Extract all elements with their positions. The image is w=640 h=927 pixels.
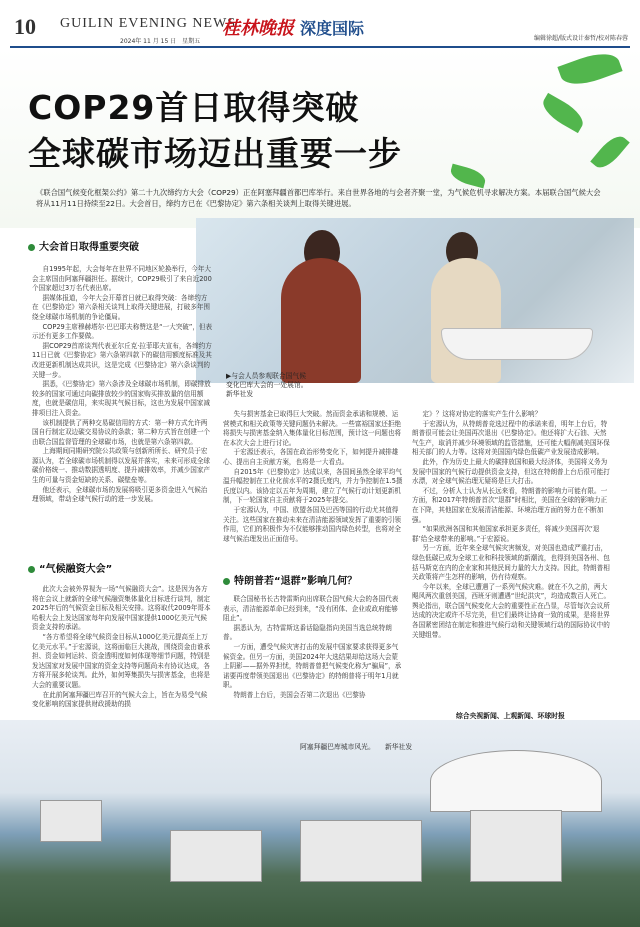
bullet-icon bbox=[28, 244, 35, 251]
building-shape bbox=[470, 810, 562, 882]
section-2-text: 此次大会被外界视为一场“气候融资大会”。这是因为各方将在会议上就新的全球气候融资集体量化目标进行谈判，制定2025年后的气候资金目标及相关安排。这将取代2009年哥本哈根大会上发达国家每年向发展中国家提供1000亿美元气候资金支持的承诺。 “各方希望将全球气候资金目标从1000亿美元提高至上万亿美元水平。”于宏源说，这将面临巨大挑战，围绕资金由谁承担、资金如何运转、资金透明度如何体现等细节问题，特别是发达国家对发展中国家的资金支持等问题尚未有协议达成，各方将开展多轮谈判。此外，如何筹集损失与损害基金，也将是大会的重要议题。 在此前阿塞拜疆巴库召开的气候大会上，旨在为易受气候变化影响的国家提供财政援助的损 bbox=[32, 585, 211, 709]
leaf-icon bbox=[590, 131, 630, 173]
subheading-3: 特朗普若“退群”影响几何？ bbox=[223, 572, 357, 587]
section-1-text: 自1995年起，大会每年在世界不同地区轮换举行，今年大会主席国由阿塞拜疆担任。据统计，COP29吸引了来自近200个国家超过3万名代表出席。 据媒体报道，今年大会开幕首日就已取得突破：各缔约方在《巴黎协定》第六条相关谈判上取得关键进展，打破多年围绕全球碳市场机制的争论僵局。 COP29主席穆赫塔尔·巴巴耶夫称赞这是“一大突破”，但表示还有更多工作要做。 据COP29首席谈判代表亚尔丘克·拉菲耶夫宣布，各缔约方11日已就《巴黎协定》第六条第四款下的碳信用额度标准及其改进更新机制达成共识，这是完成《巴黎协定》第六条谈判的关键一步。 据悉，《巴黎协定》第六条涉及全球碳市场机制，即碳排放较多的国家可通过向碳排放较少的国家购买排放量的信用额度，也就是碳信用，来实现其气候目标，这也为发展中国家减排项目注入资金。 该机制提供了两种交易碳信用的方式：第一种方式允许两国自行制定双边碳交易协议的条款；第二种方式旨在创建一个由联合国监督管理的全球碳市场，也就是第六条第四款。 上海期间同期研究院公共政策与创新所所长、研究员于宏源认为，若全球碳市场机制得以发展并落实，未来可形成全球碳价格统一、推动数据透明度、提升减排效率，并减少国家产生的可量与资金短缺的关系、碳壁垒等。 他还表示，全球碳市场的发展将吸引更多资金进入气候治理领域，带动全球气候行动的进一步发展。 bbox=[32, 265, 213, 504]
subheading-2: “气候融资大会” bbox=[28, 560, 112, 575]
building-shape bbox=[300, 820, 422, 882]
newspaper-logo: 桂林晚报 bbox=[222, 18, 294, 39]
paper-name: GUILIN EVENING NEWS bbox=[60, 16, 237, 31]
issue-date: 2024年 11 月 15 日 星期五 bbox=[120, 38, 201, 45]
column-2-text: 失与损害基金已取得巨大突破。然而资金承诺和规模、运营模式和相关政策等关键问题仍未解决。一些富裕国家还拒绝将损失与损害基金纳入集体量化目标范围，预计这一问题也将在本次大会上进行讨论。 于宏源还表示，各国在政治形势变化下，如何提升减排雄心、提出自主贡献方案，也将是一大看点。 自2015年《巴黎协定》达成以来，各国间虽然全球平均气温升幅控制在工业化前水平的2摄氏度内，并力争控制在1.5摄氏度以内。该协定以五年为周期，建立了气候行动计划更新机制，下一轮国家自主贡献将于2025年提交。 于宏源认为，中国、欧盟各国及巴西等国的行动尤其值得关注。这些国家在推动未来在清洁能源领域发挥了重要的引领作用，它们的积极作为不仅能够推动国内绿色转型，也将对全球气候治理发出正面信号。 bbox=[223, 410, 403, 543]
leaf-icon bbox=[538, 93, 588, 133]
article-source: 综合央视新闻、上观新闻、环球时报 bbox=[456, 712, 565, 720]
lead-paragraph: 《联合国气候变化框架公约》第二十九次缔约方大会（COP29）正在阿塞拜疆首都巴库举行。来自世界各地的与会者齐聚一堂，为气候危机寻求解决方案。本届联合国气候大会将从11月11日持续至22日。大会首日，缔约方已在《巴黎协定》第六条相关谈判上取得关键进展。 bbox=[36, 188, 601, 208]
visitor-figure bbox=[281, 258, 361, 383]
page-number: 10 bbox=[14, 14, 36, 39]
top-photo-caption: ▶与会人员参观联合国气候 变化巴库大会的一处展馆。 新华社发 bbox=[226, 372, 308, 398]
headline-line-2: 全球碳市场迈出重要一步 bbox=[28, 134, 402, 173]
editor-credits: 编辑徐超/版式设计秦哲/校对陈春蓉 bbox=[533, 35, 628, 42]
bullet-icon bbox=[223, 578, 230, 585]
section-name: 深度国际 bbox=[300, 19, 365, 38]
leaf-icon bbox=[557, 47, 622, 92]
baku-cityscape-photo bbox=[0, 720, 640, 927]
bottom-photo-caption: 阿塞拜疆巴库城市风光。 新华社发 bbox=[300, 743, 413, 751]
building-shape bbox=[170, 830, 262, 882]
subheading-1: 大会首日取得重要突破 bbox=[28, 238, 139, 253]
leaf-icon bbox=[449, 164, 488, 189]
building-shape bbox=[40, 800, 102, 842]
column-3-text: 定》？这将对协定的落实产生什么影响？ 于宏源认为，从特朗普竞选过程中的承诺来看，明年上台后，特朗普很可能会让美国再次退出《巴黎协定》。他还将扩大石油、天然气生产，取消并减少环境领域的监管措施，还可能大幅削减美国环保相关部门的人力等。这将对美国国内绿色低碳产业发展造成影响。 此外，作为历史上最大的碳排放国和最大经济体，美国将义务为发展中国家的气候行动提供资金支持，但这在特朗普上台后很可能打水漂，对全球气候治理无疑将是巨大打击。 不过，分析人士认为从长远来看，特朗普的影响力可能有限。一方面，和2017年特朗普首次“退群”时相比，美国在全球的影响力正在下降，其他国家在发展清洁能源、环境治理方面的努力在不断加强。 “如果欧洲各国和其他国家承担更多责任，将减少美国再次‘退群’给全球带来的影响。”于宏源说。 另一方面，近年来全球气候灾害频发，对美国也造成严重打击，绿色低碳已成为全球工业和科技领域的新潮流，也得到美国各州、包括马斯克在内的企业家和其他民间力量的大力支持。因此，特朗普相关政策将产生怎样的影响，仍有待观察。 今年以来，全球已遭遇了一系列气候灾难。就在不久之前，两大飓风两次重创美国，西班牙则遭遇“世纪洪灾”，均造成数百人死亡。舆论指出，联合国气候变化大会的重要性正在凸显，尽管每次会议所达成的决定或许不尽完美，但它们最终让协商一致的成果，是将世界各国紧密团结在制定和推进气候行动和关键领域行动的国际协议中的关键组带。 bbox=[412, 410, 611, 639]
exhibition-photo bbox=[196, 218, 634, 383]
page-header bbox=[0, 0, 640, 44]
section-3-text: 联合国秘书长古特雷斯向出席联合国气候大会的各国代表表示，清洁能源革命已经到来，“没有团体、企业或政府能够阻止”。 据悉认为，古特雷斯这番话隐隐指向美国当选总统特朗普。 一方面，遭受气候灾害打击的发展中国家要求获得更多气候资金。但另一方面，美国2024年大选结果却给这场大会蒙上阴影——据外界担忧，特朗普曾把气候变化称为“骗局”，承诺要再度带领美国退出《巴黎协定》的特朗普将于明年1月就职。 特朗普上台后，美国会否第二次退出《巴黎协 bbox=[223, 595, 402, 699]
ship-model bbox=[441, 328, 593, 360]
building-shape bbox=[430, 750, 602, 812]
headline-line-1: COP29首日取得突破 bbox=[28, 88, 360, 127]
visitor-figure bbox=[431, 258, 501, 383]
bullet-icon bbox=[28, 566, 35, 573]
